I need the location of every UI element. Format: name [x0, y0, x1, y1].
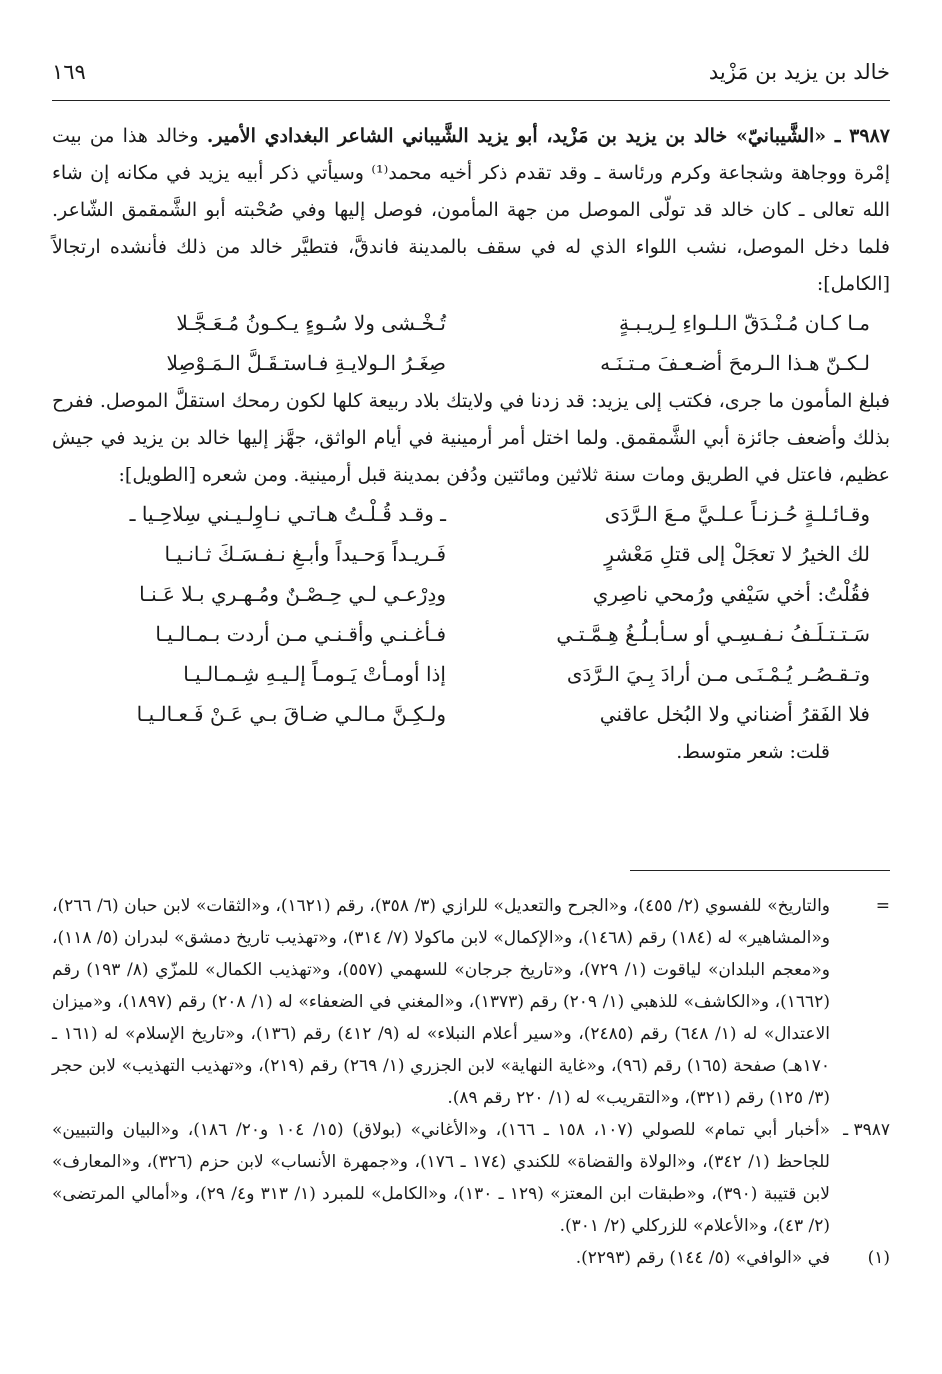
verse-first-hemistich: لـكـنّ هـذا الـرمحَ أضـعـفَ مـتـنَـه [600, 351, 870, 375]
page-number: ١٦٩ [52, 60, 86, 84]
footnote [52, 890, 890, 1114]
verse-line [52, 494, 890, 534]
footnote-text: والتاريخ» للفسوي (٢/ ٤٥٥)، و«الجرح والتعديل» للرازي (٣/ ٣٥٨)، رقم (١٦٢١)، و«الثقات» لابن حبان (٦/ ٢٦٦)، و«المشاهير» له (١٨٤) رقم (١٤٦٨)، و«الإكمال» لابن ماكولا (٧/ ٣١٤)، و«تهذيب تاريخ دمشق» لبدران (٥/ ١١٨)، و«معجم البلدان» لياقوت (١/ ٧٢٩)، و«تاريخ جرجان» للسهمي (٥٥٧)، و«تهذيب الكمال» للمزّي (٨/ ١٩٣) رقم (١٦٦٢)، و«الكاشف» للذهبي (١/ ٢٠٩) رقم (١٣٧٣)، و«المغني في الضعفاء» له (١/ ٢٠٨) رقم (١٨٩٧)، و«ميزان الاعتدال» له (١/ ٦٤٨) رقم (٢٤٨٥)، و«سير أعلام النبلاء» له (٩/ ٤١٢) رقم (١٣٦)، و«تاريخ الإسلام» له (١٦١ ـ ١٧٠هـ) صفحة (١٦٥) رقم (٩٦)، و«غاية النهاية» لابن الجزري (١/ ٢٦٩) رقم (٢١٩)، و«تهذيب التهذيب» لابن حجر (٣/ ١٢٥) رقم (٣٢١)، و«التقريب» له (١/ ٢٢٠ رقم ٨٩). [52, 896, 831, 1108]
verse-line [52, 694, 890, 734]
footnote-separator [630, 870, 890, 871]
footnote-text: في «الوافي» (٥/ ١٤٤) رقم (٢٢٩٣). [575, 1248, 830, 1268]
verse-line [52, 303, 890, 343]
verse-first-hemistich: لك الخيرُ لا تعجَلْ إلى قتلِ مَعْشرٍ [604, 542, 870, 566]
main-text [52, 118, 890, 771]
verse-first-hemistich: وقـائـلـةٍ حُـزنـاً عـلـيَّ مـعَ الـرَّدَى [604, 502, 870, 526]
footnote-label: (١) [867, 1248, 890, 1268]
verse-block-2 [52, 494, 890, 734]
verse-second-hemistich: صِغَـرُ الـولايـةِ فـاستـقَـلَّ الـمَـوْصِلا [166, 351, 446, 375]
verse-second-hemistich: ولـكِـنَّ مـالـي ضـاقَ بـي عَـنْ فَـعـالـيـا [136, 702, 446, 726]
verse-second-hemistich: إذا أومـأتْ يَـومـاً إلـيـهِ شِـمـالـيـا [183, 662, 446, 686]
running-title: خالد بن يزيد بن مَزْيد [708, 60, 890, 84]
footnote-label: ٣٩٨٧ ـ [843, 1120, 890, 1140]
verse-second-hemistich: ـ وقـد قُـلْـتُ هـاتـي نـاوِلـيـني سِلاحِـيا ـ [129, 502, 446, 526]
footnote-label: = [875, 896, 890, 916]
footnote [52, 1114, 890, 1242]
verse-first-hemistich: مـا كـان مُـنْـدَقّ الـلـواءِ لِـريـبـةٍ [618, 311, 870, 335]
entry-paragraph [52, 118, 890, 303]
entry-body-1: وخالد هذا من بيت إمْرة ووجاهة وشجاعة وكرم ورئاسة ـ وقد تقدم ذكر أخيه محمد⁽¹⁾ وسيأتي ذكر أبيه يزيد في مكانه إن شاء الله تعالى ـ كان خالد قد تولّى الموصل من جهة المأمون، فوصل إليها وفي صُحْبته أبو الشَّمقمق الشّاعر. فلما دخل الموصل، نشب اللواء الذي له في سقف بالمدينة فاندقَّ، فتطيَّر خالد من ذلك فأنشده ارتجالاً [الكامل]: [52, 125, 890, 295]
header-rule [52, 100, 890, 101]
verse-second-hemistich: فـأغـنـي وأقـنـي مـن أردت بـمـالـيـا [155, 622, 446, 646]
verse-second-hemistich: ودِرْعـي لـي حِـصْـنٌ ومُـهـري بـلا عَـنـا [139, 582, 446, 606]
footnotes [52, 890, 890, 1274]
verse-line [52, 534, 890, 574]
entry-heading: ٣٩٨٧ ـ «الشَّيبانيّ» خالد بن يزيد بن مَزْيد، أبو يزيد الشَّيباني الشاعر البغدادي الأمير. [206, 125, 890, 147]
entry-body-2: فبلغ المأمون ما جرى، فكتب إلى يزيد: قد زدنا في ولايتك بلاد ربيعة كلها لكون رمحك استقلَّ الموصل. ففرح بذلك وأضعف جائزة أبي الشَّمقمق. ولما اختل أمر أرمينية في أيام الواثق، جهَّز إليها خالد بن يزيد في جيش عظيم، فاعتل في الطريق ومات سنة ثلاثين ومائتين ودُفن بمدينة قبل أرمينية. ومن شعره [الطويل]: [52, 390, 890, 486]
verse-line [52, 343, 890, 383]
verse-block-1 [52, 303, 890, 383]
verse-first-hemistich: وتـقـصُـر يُـمْـنَـى مـن أرادَ بِـيَ الـرَّدَى [566, 662, 870, 686]
footnote-text: «أخبار أبي تمام» للصولي (١٠٧، ١٥٨ ـ ١٦٦)، و«الأغاني» (بولاق) (١٥/ ١٠٤ و٢٠/ ١٨٦)، و«البيان والتبيين» للجاحظ (١/ ٣٤٢)، و«الولاة والقضاة» للكندي (١٧٤ ـ ١٧٦)، و«جمهرة الأنساب» لابن حزم (٣٢٦)، و«المعارف» لابن قتيبة (٣٩٠)، و«طبقات ابن المعتز» (١٢٩ ـ ١٣٠)، و«الكامل» للمبرد (١/ ٣١٣ و٤/ ٢٩)، و«أمالي المرتضى» (٢/ ٤٣)، و«الأعلام» للزركلي (٢/ ٣٠١). [52, 1120, 830, 1236]
verse-second-hemistich: تُـخْـشى ولا سُـوءٍ يـكـونُ مُـعَـجَّـلا [176, 311, 446, 335]
verse-line [52, 574, 890, 614]
verse-first-hemistich: فقُلْتُ: أخي سَيْفي ورُمحي ناصِري [592, 582, 870, 606]
verse-line [52, 654, 890, 694]
closing-remark: قلت: شعر متوسط. [676, 741, 830, 763]
footnote [52, 1242, 890, 1274]
verse-first-hemistich: سَـتـتـلَـفُ نـفـسِـي أو سـأبـلُـغُ هِـمَّـتـي [556, 622, 870, 646]
verse-second-hemistich: فَـريـداً وَحـيداً وأبـغِ نـفـسَـكَ ثـانـيـا [164, 542, 446, 566]
verse-line [52, 614, 890, 654]
running-header [52, 60, 890, 100]
verse-first-hemistich: فلا الفَقرُ أضناني ولا البُخل عاقني [599, 702, 870, 726]
